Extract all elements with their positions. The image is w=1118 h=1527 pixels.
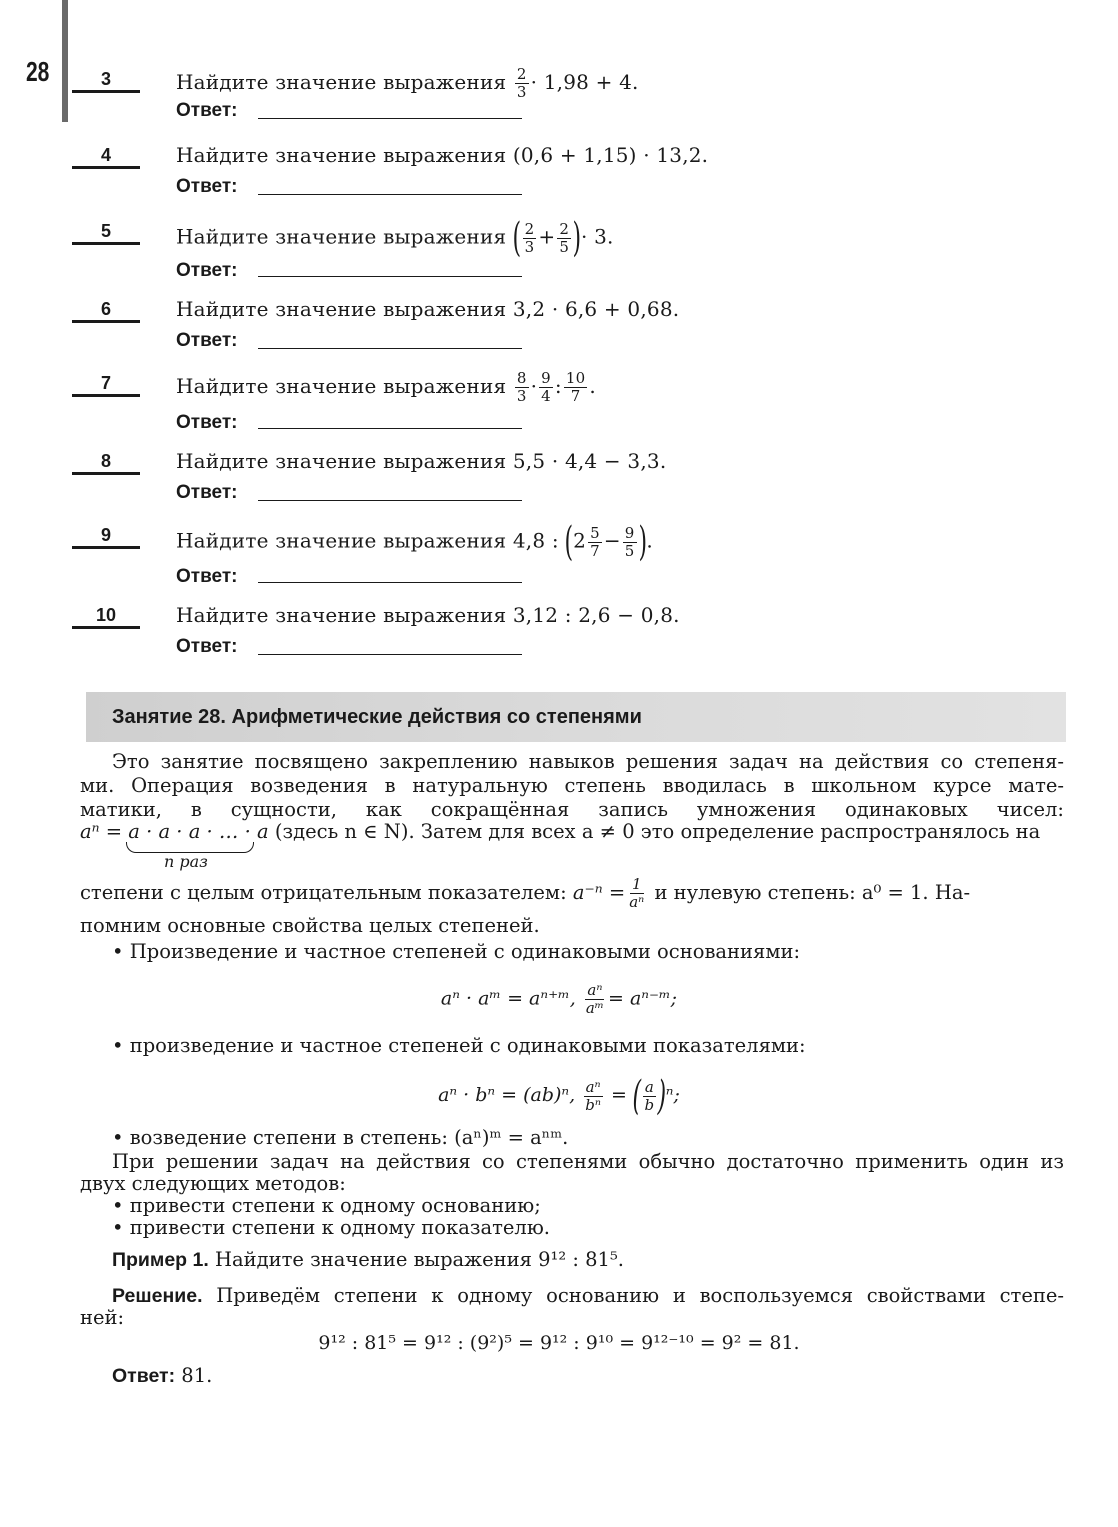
solution-formula: 9¹² : 81⁵ = 9¹² : (9²)⁵ = 9¹² : 9¹⁰ = 9¹²⁻¹⁰ = 9² = 81. — [318, 1332, 800, 1354]
method-b: • привести степени к одному показателю. — [112, 1216, 550, 1239]
answer-label: Ответ: — [176, 100, 238, 121]
answer-field[interactable] — [258, 276, 522, 277]
task-number: 4 — [72, 146, 140, 169]
task-4 — [0, 142, 1118, 212]
example-1: Пример 1. Найдите значение выражения 9¹² : 81⁵. — [112, 1248, 624, 1271]
intro-line-6: помним основные свойства целых степеней. — [80, 914, 540, 937]
task-text: Найдите значение выражения 5,5 · 4,4 − 3,3. — [176, 449, 667, 473]
solution-line-1: Решение. Приведём степени к одному основанию и воспользуемся свойствами степе- — [112, 1284, 1064, 1307]
answer-field[interactable] — [258, 500, 522, 501]
answer-label: Ответ: — [176, 482, 238, 503]
formula-1: aⁿ · aᵐ = aⁿ⁺ᵐ, $\frac{\text{aⁿ}}{\text{aᵐ}}$ = aⁿ⁻ᵐ; — [440, 981, 678, 1017]
bullet-1: • Произведение и частное степеней с одинаковыми основаниями: — [112, 940, 801, 963]
page-number: 28 — [26, 56, 50, 87]
task-number: 8 — [72, 452, 140, 475]
task-3 — [0, 66, 1118, 136]
task-text: Найдите значение выражения 3,2 · 6,6 + 0,68. — [176, 297, 680, 321]
task-text: Найдите значение выражения 4,8 : (2 $\frac{5}{7}$ − $\frac{9}{5}$ ). — [176, 519, 653, 565]
task-text: Найдите значение выражения 3,12 : 2,6 − 0,8. — [176, 603, 680, 627]
answer-label: Ответ: — [176, 260, 238, 281]
task-number: 3 — [72, 70, 140, 93]
answer-field[interactable] — [258, 654, 522, 655]
task-number: 6 — [72, 300, 140, 323]
formula-2: aⁿ · bⁿ = (ab)ⁿ, $\frac{\text{aⁿ}}{\text{bⁿ}}$ = ( $\frac{a}{b}$ )ⁿ; — [438, 1073, 680, 1119]
methods-line-1: При решении задач на действия со степенями обычно достаточно применить один из — [112, 1150, 1064, 1173]
intro-line-5: степени с целым отрицательным показателем: a⁻ⁿ = $\frac{1}{\text{aⁿ}}$ и нулевую степень: a⁰ = 1. На- — [80, 875, 971, 911]
answer-field[interactable] — [258, 428, 522, 429]
answer-field[interactable] — [258, 348, 522, 349]
task-text: Найдите значение выражения (0,6 + 1,15) · 13,2. — [176, 143, 709, 167]
task-number: 10 — [72, 606, 140, 629]
task-text: Найдите значение выражения ( $\frac{2}{3}$ + $\frac{2}{5}$ )· 3. — [176, 215, 614, 261]
task-number: 5 — [72, 222, 140, 245]
answer-field[interactable] — [258, 582, 522, 583]
solution-line-2: ней: — [80, 1306, 125, 1329]
fraction: $\frac{2}{3}$ — [516, 65, 527, 101]
answer-label: Ответ: — [176, 566, 238, 587]
methods-line-2: двух следующих методов: — [80, 1172, 346, 1195]
method-a: • привести степени к одному основанию; — [112, 1194, 541, 1217]
bullet-2: • произведение и частное степеней с одинаковыми показателями: — [112, 1034, 806, 1057]
answer-field[interactable] — [258, 118, 522, 119]
answer-label: Ответ: — [176, 176, 238, 197]
section-title: Занятие 28. Арифметические действия со степенями — [112, 706, 642, 728]
answer-field[interactable] — [258, 194, 522, 195]
task-number: 9 — [72, 526, 140, 549]
bullet-3: • возведение степени в степень: (aⁿ)ᵐ = aⁿᵐ. — [112, 1126, 569, 1149]
intro-line-2: ми. Операция возведения в натуральную степень вводилась в школьном курсе мате- — [80, 774, 1064, 797]
intro-line-3: матики, в сущности, как сокращённая запись умножения одинаковых чисел: — [80, 798, 1064, 821]
answer-label: Ответ: — [176, 636, 238, 657]
task-5 — [0, 215, 1118, 288]
task-9 — [0, 519, 1118, 592]
task-8 — [0, 448, 1118, 518]
task-text: Найдите значение выражения $\frac{2}{3}$ · 1,98 + 4. — [176, 65, 639, 101]
final-answer: Ответ: 81. — [112, 1364, 213, 1387]
answer-label: Ответ: — [176, 330, 238, 351]
answer-label: Ответ: — [176, 412, 238, 433]
task-text: Найдите значение выражения $\frac{8}{3}$ · $\frac{9}{4}$ : $\frac{10}{7}$ . — [176, 369, 596, 405]
intro-line-1: Это занятие посвящено закреплению навыков решения задач на действия со степеня- — [112, 750, 1064, 773]
task-number: 7 — [72, 374, 140, 397]
underbrace-label: n раз — [164, 852, 208, 871]
task-6 — [0, 296, 1118, 366]
task-7 — [0, 370, 1118, 440]
power-definition: aⁿ = a · a · a · … · a — [80, 820, 269, 843]
intro-line-4: aⁿ = a · a · a · … · a (здесь n ∈ N). Затем для всех a ≠ 0 это определение распространялось на — [80, 820, 1041, 843]
task-10 — [0, 602, 1118, 672]
